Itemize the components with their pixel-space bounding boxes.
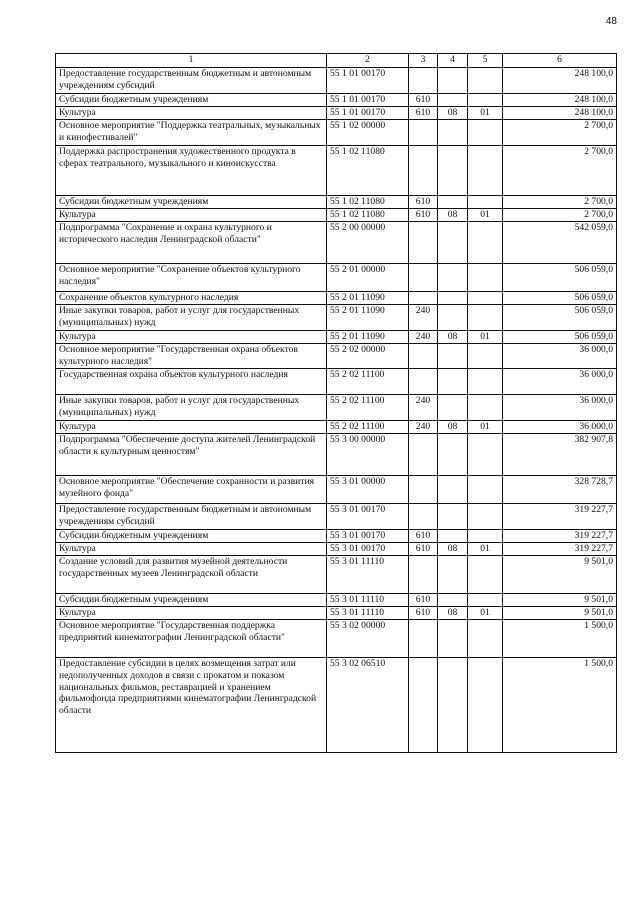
table-row: [56, 434, 617, 476]
cell-code: 55 2 01 00000: [327, 264, 409, 292]
cell-c5: [468, 292, 503, 305]
cell-amount: 542 059,0: [503, 222, 617, 264]
budget-table: [55, 53, 617, 753]
cell-code: 55 3 01 00000: [327, 476, 409, 504]
table-row: [56, 476, 617, 504]
cell-c4: [438, 344, 468, 369]
cell-c5: 01: [468, 421, 503, 434]
cell-c5: [468, 94, 503, 107]
cell-c4: [438, 196, 468, 209]
cell-c3: [409, 120, 438, 146]
cell-amount: 1 500,0: [503, 620, 617, 658]
cell-amount: 506 059,0: [503, 331, 617, 344]
table-row: [56, 107, 617, 120]
table-row: [56, 504, 617, 530]
cell-name: Поддержка распространения художественного продукта в сферах театрального, музыкального и киноискусства: [56, 146, 327, 196]
cell-c4: [438, 658, 468, 753]
cell-code: 55 3 01 00170: [327, 530, 409, 543]
cell-c5: [468, 530, 503, 543]
cell-code: 55 2 01 11090: [327, 331, 409, 344]
cell-c4: [438, 146, 468, 196]
cell-amount: 2 700,0: [503, 209, 617, 222]
cell-amount: 328 728,7: [503, 476, 617, 504]
cell-c4: [438, 292, 468, 305]
cell-c5: [468, 476, 503, 504]
cell-c3: [409, 620, 438, 658]
cell-c3: 610: [409, 594, 438, 607]
cell-c3: [409, 369, 438, 395]
table-row: [56, 530, 617, 543]
cell-code: 55 1 02 11080: [327, 146, 409, 196]
cell-c4: [438, 556, 468, 594]
cell-c5: 01: [468, 607, 503, 620]
cell-code: 55 2 02 11100: [327, 395, 409, 421]
cell-code: 55 1 01 00170: [327, 94, 409, 107]
cell-c4: 08: [438, 331, 468, 344]
cell-amount: 319 227,7: [503, 543, 617, 556]
cell-c3: [409, 344, 438, 369]
cell-c5: [468, 434, 503, 476]
cell-code: 55 2 01 11090: [327, 292, 409, 305]
cell-c4: [438, 120, 468, 146]
table-row: [56, 421, 617, 434]
cell-amount: 36 000,0: [503, 421, 617, 434]
cell-c3: 610: [409, 94, 438, 107]
cell-code: 55 3 00 00000: [327, 434, 409, 476]
table-row: [56, 68, 617, 94]
cell-name: Субсидии бюджетным учреждениям: [56, 594, 327, 607]
cell-c4: 08: [438, 421, 468, 434]
cell-c4: [438, 620, 468, 658]
cell-code: 55 3 01 00170: [327, 504, 409, 530]
table-row: [56, 94, 617, 107]
cell-c3: 610: [409, 209, 438, 222]
cell-c3: 610: [409, 543, 438, 556]
cell-c5: [468, 344, 503, 369]
cell-amount: 9 501,0: [503, 607, 617, 620]
cell-amount: 9 501,0: [503, 556, 617, 594]
cell-c5: [468, 620, 503, 658]
cell-c3: 610: [409, 107, 438, 120]
cell-c3: 240: [409, 305, 438, 331]
cell-c3: [409, 68, 438, 94]
cell-name: Культура: [56, 607, 327, 620]
cell-amount: 248 100,0: [503, 94, 617, 107]
cell-c3: 240: [409, 421, 438, 434]
cell-c5: 01: [468, 331, 503, 344]
table-row: [56, 305, 617, 331]
cell-name: Иные закупки товаров, работ и услуг для государственных (муниципальных) нужд: [56, 395, 327, 421]
cell-name: Культура: [56, 543, 327, 556]
cell-c5: 01: [468, 209, 503, 222]
cell-c3: [409, 476, 438, 504]
table-row: [56, 543, 617, 556]
cell-name: Предоставление государственным бюджетным и автономным учреждениям субсидий: [56, 504, 327, 530]
cell-name: Основное мероприятие "Поддержка театральных, музыкальных и кинофестивалей": [56, 120, 327, 146]
cell-c5: [468, 305, 503, 331]
cell-amount: 319 227,7: [503, 530, 617, 543]
cell-amount: 2 700,0: [503, 196, 617, 209]
cell-c4: [438, 94, 468, 107]
cell-c4: [438, 434, 468, 476]
cell-name: Создание условий для развития музейной деятельности государственных музеев Ленинградской области: [56, 556, 327, 594]
cell-code: 55 3 01 11110: [327, 594, 409, 607]
cell-c3: [409, 658, 438, 753]
cell-c5: [468, 68, 503, 94]
cell-c4: [438, 476, 468, 504]
cell-name: Подпрограмма "Обеспечение доступа жителей Ленинградской области к культурным ценностям": [56, 434, 327, 476]
cell-c4: [438, 395, 468, 421]
cell-c5: [468, 264, 503, 292]
cell-amount: 36 000,0: [503, 369, 617, 395]
table-row: [56, 594, 617, 607]
cell-name: Субсидии бюджетным учреждениям: [56, 196, 327, 209]
cell-name: Иные закупки товаров, работ и услуг для государственных (муниципальных) нужд: [56, 305, 327, 331]
cell-name: Культура: [56, 331, 327, 344]
cell-c5: [468, 196, 503, 209]
cell-c4: 08: [438, 543, 468, 556]
cell-code: 55 3 01 11110: [327, 607, 409, 620]
cell-name: Основное мероприятие "Сохранение объектов культурного наследия": [56, 264, 327, 292]
cell-code: 55 3 01 00170: [327, 543, 409, 556]
cell-code: 55 2 01 11090: [327, 305, 409, 331]
cell-amount: 506 059,0: [503, 305, 617, 331]
cell-c3: [409, 504, 438, 530]
table-row: [56, 344, 617, 369]
cell-c3: [409, 434, 438, 476]
cell-c5: [468, 556, 503, 594]
cell-code: 55 1 01 00170: [327, 68, 409, 94]
cell-c4: [438, 264, 468, 292]
table-row: [56, 369, 617, 395]
column-header: 2: [327, 54, 409, 68]
cell-amount: 319 227,7: [503, 504, 617, 530]
table-row: [56, 658, 617, 753]
cell-c4: [438, 222, 468, 264]
cell-c3: 240: [409, 331, 438, 344]
cell-name: Предоставление государственным бюджетным и автономным учреждениям субсидий: [56, 68, 327, 94]
cell-amount: 1 500,0: [503, 658, 617, 753]
cell-name: Подпрограмма "Сохранение и охрана культурного и исторического наследия Ленинградской области": [56, 222, 327, 264]
cell-code: 55 2 02 11100: [327, 369, 409, 395]
table-row: [56, 222, 617, 264]
cell-c4: [438, 305, 468, 331]
cell-amount: 2 700,0: [503, 120, 617, 146]
cell-name: Субсидии бюджетным учреждениям: [56, 94, 327, 107]
cell-c3: [409, 222, 438, 264]
cell-code: 55 1 02 11080: [327, 196, 409, 209]
cell-code: 55 1 02 00000: [327, 120, 409, 146]
cell-name: Сохранение объектов культурного наследия: [56, 292, 327, 305]
column-header: 6: [503, 54, 617, 68]
table-row: [56, 620, 617, 658]
cell-c3: 610: [409, 530, 438, 543]
cell-code: 55 3 02 06510: [327, 658, 409, 753]
column-header: 5: [468, 54, 503, 68]
cell-name: Культура: [56, 209, 327, 222]
cell-c4: [438, 530, 468, 543]
cell-amount: 506 059,0: [503, 292, 617, 305]
cell-code: 55 3 01 11110: [327, 556, 409, 594]
cell-code: 55 3 02 00000: [327, 620, 409, 658]
cell-c5: [468, 146, 503, 196]
cell-code: 55 2 02 11100: [327, 421, 409, 434]
cell-c3: 610: [409, 196, 438, 209]
table-row: [56, 120, 617, 146]
cell-c5: [468, 222, 503, 264]
cell-c4: [438, 504, 468, 530]
cell-c3: [409, 292, 438, 305]
cell-name: Основное мероприятие "Государственная поддержка предприятий кинематографии Ленинградской области": [56, 620, 327, 658]
cell-name: Основное мероприятие "Обеспечение сохранности и развития музейного фонда": [56, 476, 327, 504]
cell-c5: [468, 120, 503, 146]
column-header: 4: [438, 54, 468, 68]
page-number: 48: [605, 16, 617, 27]
table-row: [56, 607, 617, 620]
table-row: [56, 292, 617, 305]
table-header-row: [56, 54, 617, 68]
cell-code: 55 2 02 00000: [327, 344, 409, 369]
cell-c4: [438, 594, 468, 607]
table-row: [56, 146, 617, 196]
cell-c4: 08: [438, 209, 468, 222]
cell-amount: 248 100,0: [503, 68, 617, 94]
cell-amount: 36 000,0: [503, 395, 617, 421]
cell-c5: 01: [468, 107, 503, 120]
cell-name: Культура: [56, 107, 327, 120]
column-header: 3: [409, 54, 438, 68]
cell-c5: 01: [468, 543, 503, 556]
cell-c5: [468, 504, 503, 530]
table-row: [56, 395, 617, 421]
table-row: [56, 196, 617, 209]
cell-name: Субсидии бюджетным учреждениям: [56, 530, 327, 543]
cell-amount: 2 700,0: [503, 146, 617, 196]
cell-c3: [409, 556, 438, 594]
cell-c5: [468, 594, 503, 607]
cell-code: 55 1 02 11080: [327, 209, 409, 222]
table-row: [56, 331, 617, 344]
cell-c4: 08: [438, 607, 468, 620]
table-row: [56, 556, 617, 594]
cell-name: Предоставление субсидии в целях возмещения затрат или недополученных доходов в связи с прокатом и показом национальных фильмов, реставрацией и хранением фильмофонда предприятиями кинематографии Ленинградской области: [56, 658, 327, 753]
cell-amount: 36 000,0: [503, 344, 617, 369]
cell-c3: [409, 146, 438, 196]
table-row: [56, 209, 617, 222]
column-header: 1: [56, 54, 327, 68]
cell-code: 55 1 01 00170: [327, 107, 409, 120]
cell-name: Государственная охрана объектов культурного наследия: [56, 369, 327, 395]
cell-amount: 9 501,0: [503, 594, 617, 607]
cell-amount: 382 907,8: [503, 434, 617, 476]
cell-c5: [468, 395, 503, 421]
cell-c5: [468, 369, 503, 395]
cell-c3: 610: [409, 607, 438, 620]
cell-c4: 08: [438, 107, 468, 120]
cell-name: Основное мероприятие "Государственная охрана объектов культурного наследия": [56, 344, 327, 369]
cell-amount: 506 059,0: [503, 264, 617, 292]
table-row: [56, 264, 617, 292]
cell-c3: 240: [409, 395, 438, 421]
cell-c4: [438, 68, 468, 94]
cell-amount: 248 100,0: [503, 107, 617, 120]
cell-name: Культура: [56, 421, 327, 434]
cell-c3: [409, 264, 438, 292]
cell-code: 55 2 00 00000: [327, 222, 409, 264]
cell-c5: [468, 658, 503, 753]
cell-c4: [438, 369, 468, 395]
